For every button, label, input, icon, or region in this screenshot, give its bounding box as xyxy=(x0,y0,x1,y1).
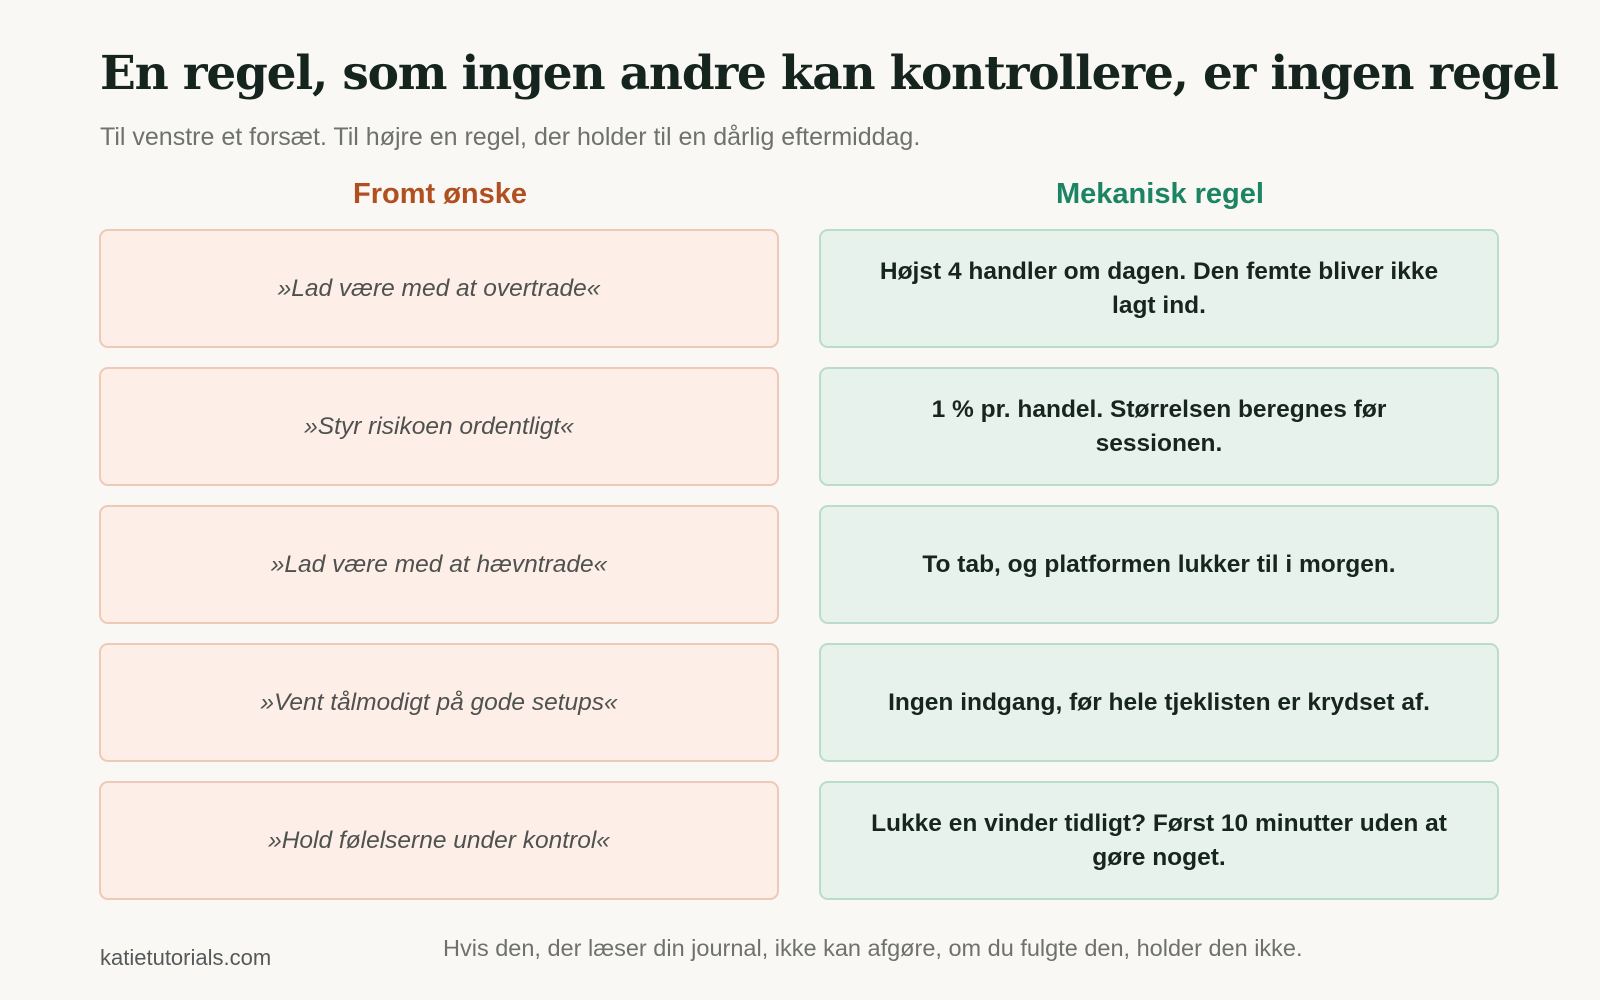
rule-card xyxy=(819,367,1499,486)
rule-column-heading: Mekanisk regel xyxy=(1056,178,1264,210)
wish-text: »Lad være med at hævntrade« xyxy=(270,550,608,578)
wish-text: »Vent tålmodigt på gode setups« xyxy=(260,688,618,716)
wish-card xyxy=(99,367,779,486)
rule-card xyxy=(819,229,1499,348)
site-credit: katietutorials.com xyxy=(100,945,272,970)
rule-text: Ingen indgang, før hele tjeklisten er krydset af. xyxy=(888,688,1430,716)
rule-text: Højst 4 handler om dagen. Den femte bliver ikke lagt ind. xyxy=(879,257,1439,319)
rule-text: 1 % pr. handel. Størrelsen beregnes før sessionen. xyxy=(931,395,1387,457)
wish-card xyxy=(99,643,779,762)
wish-column-heading: Fromt ønske xyxy=(352,178,528,210)
wish-text: »Styr risikoen ordentligt« xyxy=(304,412,574,440)
wish-card xyxy=(99,229,779,348)
rule-text: To tab, og platformen lukker til i morgen. xyxy=(922,550,1396,578)
rule-card xyxy=(819,781,1499,900)
page-subtitle: Til venstre et forsæt. Til højre en regel, der holder til en dårlig eftermiddag. xyxy=(100,123,921,151)
rule-text: Lukke en vinder tidligt? Først 10 minutter uden at gøre noget. xyxy=(871,809,1447,871)
rule-card xyxy=(819,643,1499,762)
rule-card xyxy=(819,505,1499,624)
wish-card xyxy=(99,505,779,624)
wish-card xyxy=(99,781,779,900)
wish-text: »Lad være med at overtrade« xyxy=(277,274,601,302)
footer-note: Hvis den, der læser din journal, ikke kan afgøre, om du fulgte den, holder den ikke. xyxy=(443,935,1303,961)
wish-text: »Hold følelserne under kontrol« xyxy=(268,826,610,854)
page-title: En regel, som ingen andre kan kontrollere, er ingen regel xyxy=(100,46,1558,101)
